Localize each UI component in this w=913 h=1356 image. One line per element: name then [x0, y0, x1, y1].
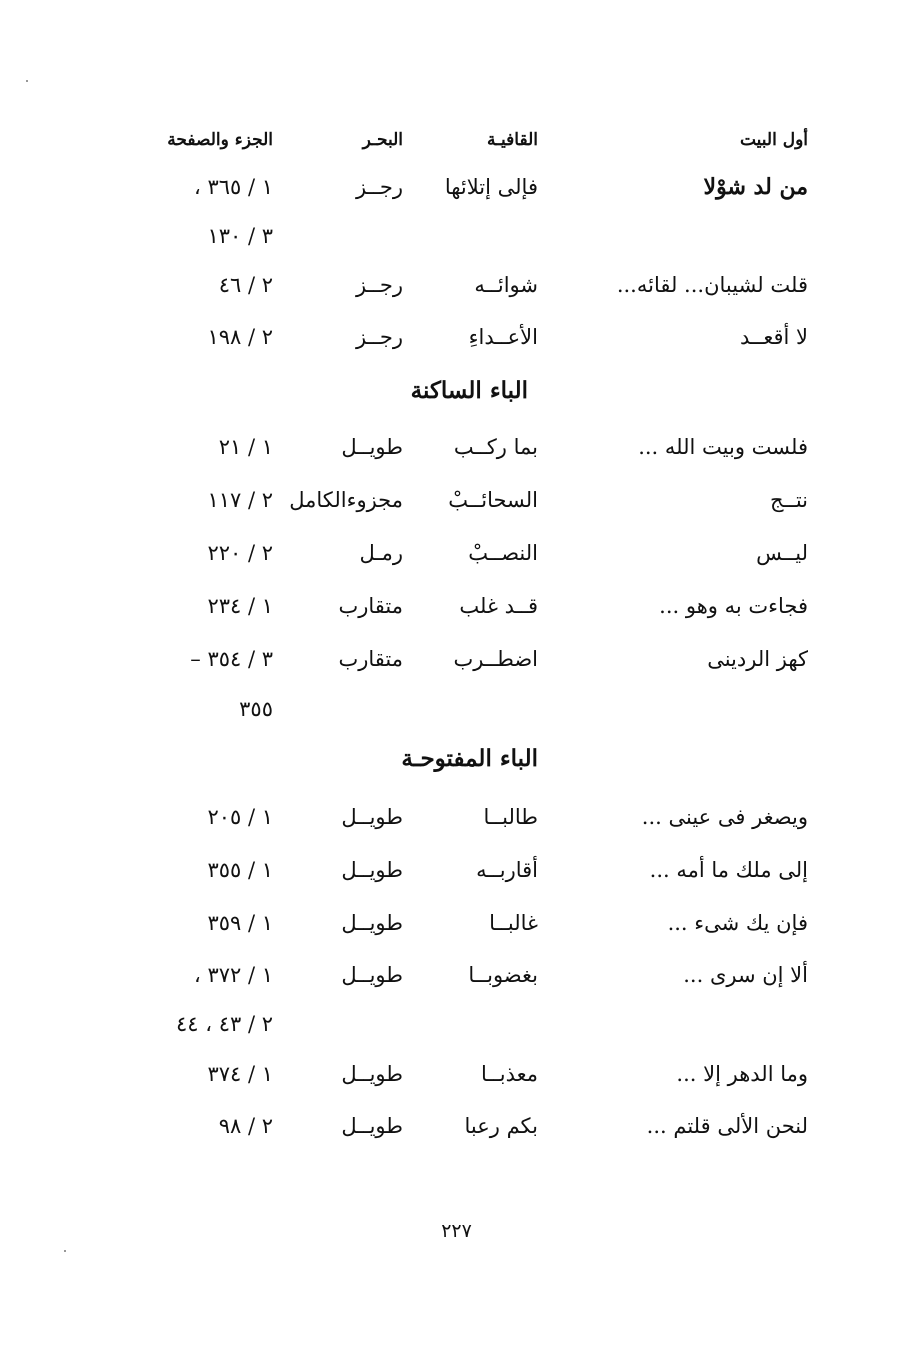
- verse-start-cell: وما الدهر إلا ...: [676, 1062, 808, 1086]
- volume-page-cell: ٣ / ٣٥٤ –: [190, 647, 273, 671]
- verse-start-cell: فجاءت به وهو ...: [659, 594, 808, 618]
- verse-start-cell: ألا إن سرى ...: [683, 963, 808, 987]
- verse-start-cell: فلست وبيت الله ...: [638, 435, 808, 459]
- verse-start-cell: ويصغر فى عينى ...: [641, 805, 808, 829]
- verse-start-cell: قلت لشيبان... لقائه...: [616, 273, 808, 297]
- header-meter: البحـر: [362, 130, 403, 150]
- rhyme-cell: بغضوبــا: [468, 963, 538, 987]
- rhyme-cell: غالبــا: [489, 911, 538, 935]
- rhyme-cell: النصــبْ: [468, 541, 538, 565]
- rhyme-cell: أقاربــه: [476, 858, 538, 882]
- meter-cell: رجــز: [355, 325, 403, 349]
- meter-cell: رجــز: [355, 273, 403, 297]
- verse-start-cell: لا أقعــد: [740, 325, 808, 349]
- section-title-ba-maftuha: الباء المفتوحـة: [401, 745, 538, 772]
- rhyme-cell: طالبــا: [483, 805, 538, 829]
- rhyme-cell: بكم رعبا: [464, 1114, 538, 1138]
- volume-page-cell: ١ / ٣٧٤: [207, 1062, 273, 1086]
- meter-cell: طويــل: [341, 805, 403, 829]
- rhyme-cell: شوائــه: [474, 273, 538, 297]
- verse-start-cell: نتــج: [769, 488, 808, 512]
- meter-cell: طويــل: [341, 1062, 403, 1086]
- volume-page-cell: ١ / ٢٠٥: [207, 805, 273, 829]
- volume-page-cell: ١ / ٣٧٢ ،: [193, 963, 273, 987]
- meter-cell: متقارب: [338, 647, 403, 671]
- verse-start-cell: إلى ملك ما أمه ...: [649, 858, 808, 882]
- verse-start-cell: لنحن الألى قلتم ...: [646, 1114, 808, 1138]
- meter-cell: رمـل: [359, 541, 403, 565]
- verse-start-cell: فإن يك شىء ...: [667, 911, 808, 935]
- volume-page-cell-continued: ٢ / ٤٣ ، ٤٤: [176, 1012, 273, 1036]
- meter-cell: طويــل: [341, 963, 403, 987]
- page-number: ٢٢٧: [441, 1220, 472, 1242]
- rhyme-cell: الأعــداءِ: [468, 325, 538, 349]
- meter-cell: طويــل: [341, 435, 403, 459]
- meter-cell: طويــل: [341, 911, 403, 935]
- volume-page-cell: ٢ / ٤٦: [218, 273, 273, 297]
- meter-cell: طويــل: [341, 1114, 403, 1138]
- meter-cell: طويــل: [341, 858, 403, 882]
- volume-page-cell-continued: ٣٥٥: [239, 697, 273, 721]
- volume-page-cell: ٢ / ٩٨: [218, 1114, 273, 1138]
- meter-cell: رجــز: [355, 175, 403, 199]
- rhyme-cell: اضطــرب: [453, 647, 538, 671]
- header-verse-start: أول البيت: [739, 130, 808, 150]
- volume-page-cell: ١ / ٣٦٥ ،: [193, 175, 273, 199]
- meter-cell: متقارب: [338, 594, 403, 618]
- volume-page-cell: ٢ / ٢٢٠: [207, 541, 273, 565]
- rhyme-cell: قــد غلب: [459, 594, 538, 618]
- scan-speck: [64, 1250, 66, 1252]
- header-rhyme: القافيـة: [486, 130, 538, 150]
- rhyme-cell: بما ركــب: [453, 435, 538, 459]
- volume-page-cell: ١ / ٣٥٥: [207, 858, 273, 882]
- volume-page-cell: ٢ / ١١٧: [207, 488, 273, 512]
- rhyme-cell: السحائــبْ: [448, 488, 538, 512]
- scan-speck: [26, 80, 28, 82]
- verse-start-cell: ليــس: [756, 541, 808, 565]
- volume-page-cell: ١ / ٣٥٩: [207, 911, 273, 935]
- volume-page-cell: ١ / ٢٣٤: [207, 594, 273, 618]
- header-volume-page: الجزء والصفحة: [167, 130, 273, 150]
- rhyme-cell: فإلى إتلائها: [444, 175, 538, 199]
- rhyme-cell: معذبــا: [481, 1062, 538, 1086]
- volume-page-cell: ٢ / ١٩٨: [207, 325, 273, 349]
- verse-start-cell: من لد شوْلا: [703, 174, 808, 200]
- meter-cell: مجزوءالكامل: [289, 488, 403, 512]
- volume-page-cell-continued: ٣ / ١٣٠: [207, 224, 273, 248]
- verse-start-cell: كهز الردينى: [707, 647, 808, 671]
- volume-page-cell: ١ / ٢١: [218, 435, 273, 459]
- section-title-ba-sakina: الباء الساكنة: [410, 377, 528, 404]
